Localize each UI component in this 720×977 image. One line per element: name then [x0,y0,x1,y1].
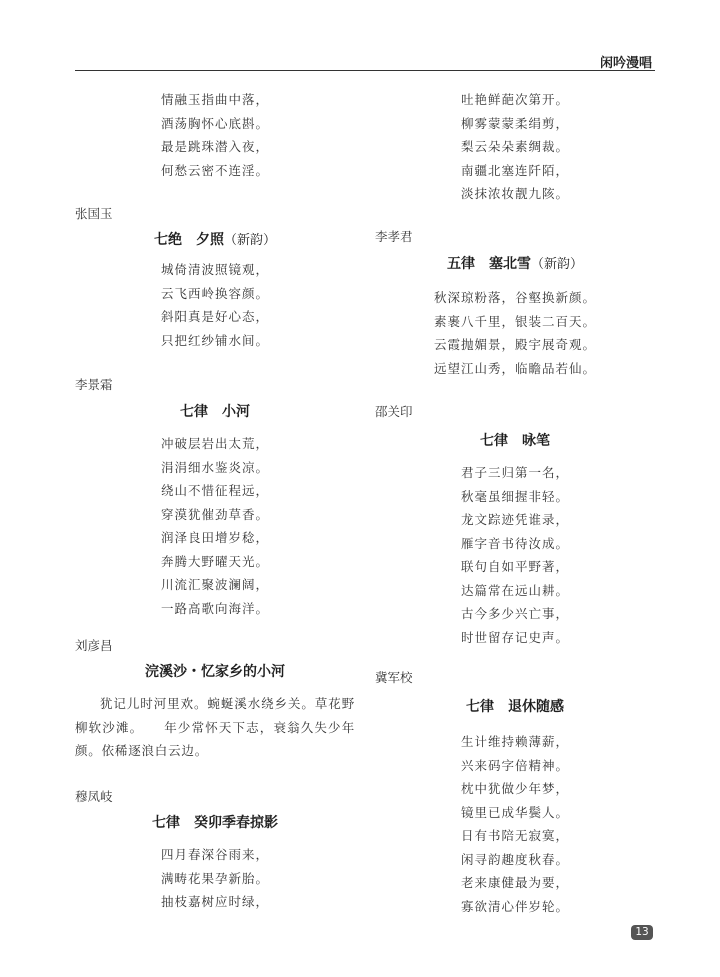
poem-line: 酒荡胸怀心底斟。 [160,115,269,131]
poem-line: 枕中犹做少年梦， [460,781,569,796]
poem-line: 达篇常在远山耕。 [460,582,569,598]
poem-line: 兴来码字倍精神。 [460,757,569,773]
author-name: 李景霜 [75,377,113,392]
poem-body [75,843,355,914]
poem-body [375,286,655,380]
poem-line: 联句自如平野著， [460,559,569,574]
poem-line: 淡抹浓妆靓九陔。 [460,186,569,201]
poem-line: 川流汇聚波澜阔， [160,577,269,592]
author-name: 冀军校 [375,670,413,685]
poem-body [375,461,655,649]
poem-line: 秋深琼粉落，谷壑换新颜。 [433,290,596,305]
poem-line: 一路高歌向海洋。 [160,600,269,616]
poem-line: 生计维持赖薄薪， [460,734,569,749]
poem-line: 秋毫虽细握非轻。 [460,488,569,504]
poem-line: 素裹八千里，银装二百天。 [433,313,596,329]
poem-line: 远望江山秀，临瞻品若仙。 [433,360,596,376]
poem-line: 情融玉指曲中落， [160,92,269,107]
author-name: 刘彦昌 [75,638,113,653]
poem-title [75,812,355,832]
poem-line: 雁字音书待汝成。 [460,535,569,551]
poem-line: 斜阳真是好心态， [160,309,269,324]
ci-poem-body: 犹记儿时河里欢。蜿蜒溪水绕乡关。草花野柳软沙滩。 年少常怀天下志，衰翁久失少年颜。依稀逐浪白云边。 [75,696,355,758]
poem-line: 四月春深谷雨来， [160,847,269,862]
poem-line: 古今多少兴亡事， [460,606,569,621]
poem-line: 满畴花果孕新胎。 [160,870,269,886]
poem-title-text: 七律 癸卯季春掠影 [152,815,278,831]
poem-title-text: 七律 小河 [180,404,250,420]
poem-title-text: 七律 退休随感 [466,699,564,715]
poem-line: 抽枝嘉树应时绿， [160,894,269,909]
poem-title-text: 七律 咏笔 [480,433,550,449]
running-header-title: 闲吟漫唱 [599,56,652,71]
author-name: 穆凤岐 [75,789,113,804]
poem-line: 何愁云密不连淫。 [160,162,269,178]
poem-line: 时世留存记史声。 [460,629,569,645]
poem-line: 城倚清波照镜观， [160,262,269,277]
poem-line: 南疆北塞连阡陌， [460,162,569,178]
poem-title-note: （新韵） [223,233,276,248]
poem-line: 君子三归第一名， [460,465,569,480]
header-divider [75,70,655,71]
poem-line: 老来康健最为要， [460,875,569,890]
poem-line: 梨云朵朵素绸裁。 [460,139,569,154]
author-name: 邵关印 [375,404,413,419]
poem-line: 柳雾蒙蒙柔绢剪， [460,115,569,131]
poem-title-note: （新韵） [530,257,583,272]
poem-title [375,253,655,273]
poem-body [75,258,355,352]
page-number-badge: 13 [631,925,653,940]
poem-line: 涓涓细水鉴炎凉。 [160,459,269,475]
poem-line: 寡欲清心伴岁轮。 [460,898,569,914]
poem-line: 龙文踪迹凭谁录， [460,512,569,527]
poem-title [75,401,355,421]
poem-title-text: 七绝 夕照 [153,232,224,248]
poem-line: 云飞西岭换容颜。 [160,285,269,301]
poem-line: 云霞抛媚景，殿宇展奇观。 [433,337,596,352]
poem-line: 闲寻韵趣度秋春。 [460,851,569,867]
poem-line: 镜里已成华鬓人。 [460,804,569,820]
poem-line: 润泽良田增岁稔， [160,530,269,545]
author-name: 张国玉 [75,206,113,221]
poem-line: 吐艳鲜葩次第开。 [460,92,569,107]
poem-line: 只把红纱铺水间。 [160,332,269,348]
poem-title [75,229,355,249]
poem-title-text: 浣溪沙・忆家乡的小河 [145,664,285,680]
poem-line: 奔腾大野曜天光。 [160,553,269,569]
poem-line: 日有书陪无寂寞， [460,828,569,843]
poem-title [375,430,655,450]
poem-line: 穿漠犹催劲草香。 [160,506,269,522]
poem-title [75,661,355,681]
poem-line: 冲破层岩出太荒， [160,436,269,451]
poem-body [75,432,355,620]
author-name: 李孝君 [375,229,413,244]
continued-poem-left [75,88,355,182]
poem-line: 最是跳珠潜入夜， [160,139,269,154]
poem-line: 绕山不惜征程远， [160,483,269,498]
poem-title-text: 五律 塞北雪 [446,256,531,272]
poem-title [375,696,655,716]
poem-body [375,730,655,918]
continued-poem-right [375,88,655,206]
